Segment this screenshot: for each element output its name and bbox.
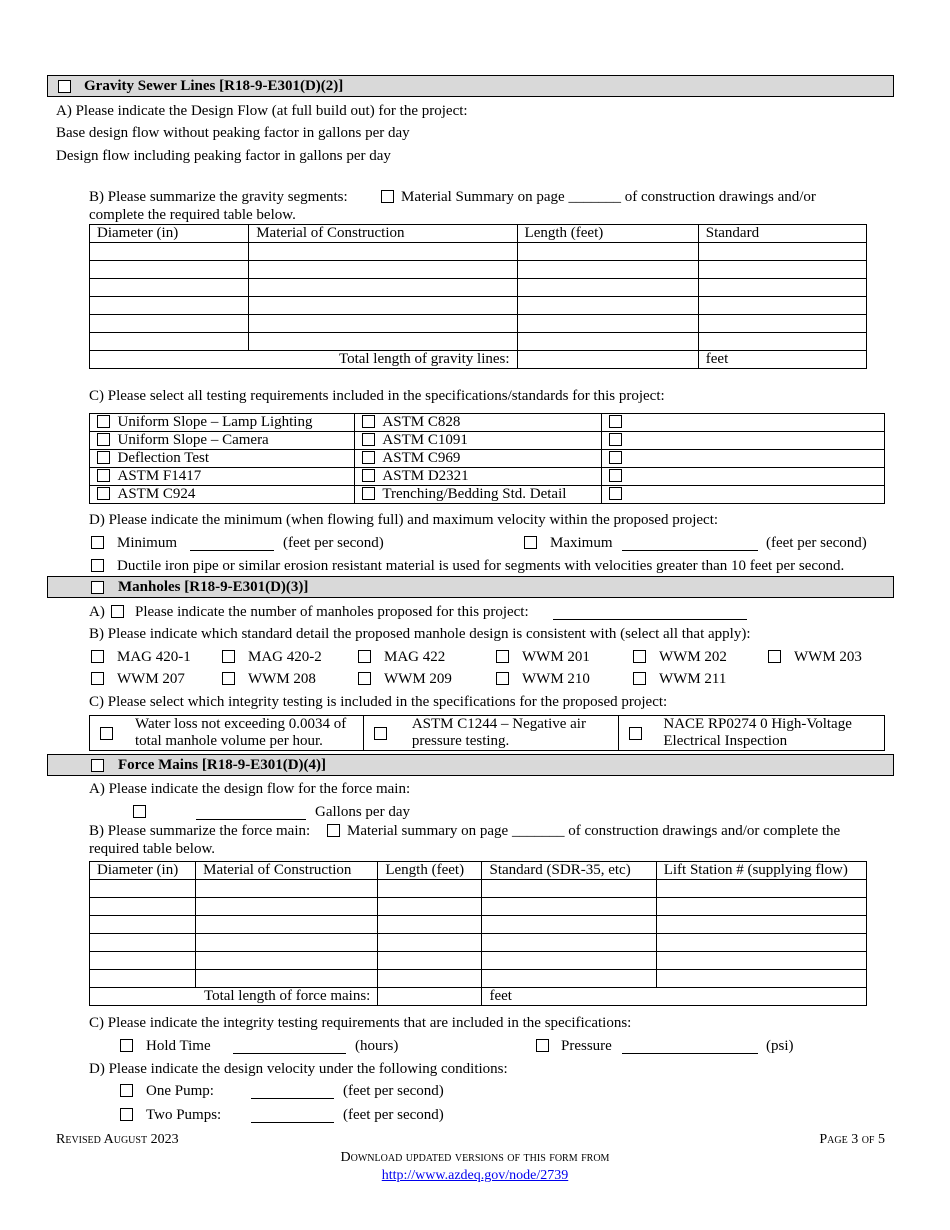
table-row (90, 279, 867, 297)
test-checkbox[interactable] (100, 727, 113, 740)
hold-time-unit: (hours) (355, 1038, 399, 1054)
cell-input[interactable] (196, 880, 378, 898)
force-material-summary-label: Material summary on page _______ of construction drawings and/or complete the (347, 823, 841, 839)
test-label-line2: pressure testing. (411, 733, 510, 749)
header-material: Material of Construction (249, 225, 517, 243)
manholes-testing-table (89, 715, 885, 751)
force-mains-table (89, 861, 867, 1006)
footer-download-link[interactable]: http://www.azdeq.gov/node/2739 (381, 1168, 569, 1183)
cell-input[interactable] (196, 916, 378, 934)
cell-input[interactable] (656, 970, 866, 988)
cell-input[interactable] (90, 934, 196, 952)
one-pump-label: One Pump: (146, 1083, 214, 1099)
table-row (90, 468, 885, 486)
gravity-segments-table (89, 224, 867, 369)
total-length-label: Total length of force mains: (90, 988, 378, 1006)
force-c-question: C) Please indicate the integrity testing requirements that are included in the specifications: (89, 1015, 632, 1031)
test-checkbox[interactable] (362, 469, 375, 482)
header-standard: Standard (SDR-35, etc) (482, 862, 656, 880)
test-label: Deflection Test (117, 450, 210, 466)
total-length-input[interactable] (378, 988, 482, 1006)
one-pump-input[interactable] (251, 1084, 334, 1099)
table-total-row (90, 351, 867, 369)
cell-input[interactable] (90, 315, 249, 333)
test-cell (601, 486, 884, 504)
one-pump-checkbox[interactable] (120, 1084, 133, 1097)
test-label: ASTM D2321 (382, 468, 469, 484)
detail-checkbox[interactable] (91, 672, 104, 685)
cell-input[interactable] (249, 297, 517, 315)
detail-label: WWM 211 (659, 671, 727, 687)
footer-revised: Revised August 2023 (56, 1132, 179, 1147)
test-label: Uniform Slope – Camera (117, 432, 269, 448)
test-label-line2: Electrical Inspection (663, 733, 788, 749)
table-row (90, 952, 867, 970)
force-section-checkbox[interactable] (91, 759, 104, 772)
table-row (90, 297, 867, 315)
gravity-material-summary-checkbox[interactable] (381, 190, 394, 203)
header-lift-station: Lift Station # (supplying flow) (656, 862, 866, 880)
footer-link-wrap (0, 1168, 950, 1184)
detail-checkbox[interactable] (222, 672, 235, 685)
force-section-header (47, 754, 894, 776)
minimum-unit: (feet per second) (283, 535, 384, 551)
one-pump-unit: (feet per second) (343, 1083, 444, 1099)
hold-time-input[interactable] (233, 1039, 346, 1054)
test-checkbox[interactable] (97, 433, 110, 446)
force-b-continued: required table below. (89, 841, 216, 857)
cell-input[interactable] (249, 279, 517, 297)
cell-input[interactable] (249, 243, 517, 261)
cell-input[interactable] (698, 261, 866, 279)
force-section-title: Force Mains [R18-9-E301(D)(4)] (118, 757, 327, 773)
test-checkbox[interactable] (362, 487, 375, 500)
detail-label: MAG 422 (384, 649, 446, 665)
cell-input[interactable] (517, 243, 698, 261)
total-length-label: Total length of gravity lines: (90, 351, 518, 369)
cell-input[interactable] (517, 315, 698, 333)
table-row (90, 432, 885, 450)
cell-input[interactable] (482, 934, 656, 952)
pressure-checkbox[interactable] (536, 1039, 549, 1052)
table-row (90, 934, 867, 952)
test-checkbox[interactable] (97, 415, 110, 428)
test-checkbox[interactable] (97, 487, 110, 500)
detail-checkbox[interactable] (496, 672, 509, 685)
test-cell (90, 450, 355, 468)
test-checkbox[interactable] (609, 415, 622, 428)
detail-label: MAG 420-2 (248, 649, 322, 665)
test-label-line1: Water loss not exceeding 0.0034 of (135, 716, 347, 732)
cell-input[interactable] (517, 333, 698, 351)
test-label: Trenching/Bedding Std. Detail (382, 486, 567, 502)
detail-label: WWM 209 (384, 671, 452, 687)
detail-checkbox[interactable] (358, 672, 371, 685)
gravity-b-continued: complete the required table below. (89, 207, 296, 223)
cell-input[interactable] (90, 297, 249, 315)
cell-input[interactable] (517, 297, 698, 315)
test-cell (90, 414, 355, 432)
table-row (90, 970, 867, 988)
detail-label: WWM 203 (794, 649, 862, 665)
table-header-row (90, 225, 867, 243)
test-cell (619, 716, 885, 751)
cell-input[interactable] (90, 898, 196, 916)
manholes-c-question: C) Please select which integrity testing is included in the specifications for the proposed project: (89, 694, 668, 710)
ductile-iron-label: Ductile iron pipe or similar erosion resistant material is used for segments with velocities greater than 10 feet per second. (117, 558, 845, 574)
cell-input[interactable] (656, 880, 866, 898)
manholes-section-checkbox[interactable] (91, 581, 104, 594)
pressure-input[interactable] (622, 1039, 758, 1054)
gravity-d-question: D) Please indicate the minimum (when flowing full) and maximum velocity within the proposed project: (89, 512, 719, 528)
table-row (90, 916, 867, 934)
test-checkbox[interactable] (97, 451, 110, 464)
header-diameter: Diameter (in) (90, 225, 249, 243)
cell-input[interactable] (517, 279, 698, 297)
total-length-blank (656, 988, 866, 1006)
total-length-input[interactable] (517, 351, 698, 369)
manholes-section-title: Manholes [R18-9-E301(D)(3)] (118, 579, 309, 595)
cell-input[interactable] (378, 898, 482, 916)
hold-time-checkbox[interactable] (120, 1039, 133, 1052)
detail-checkbox[interactable] (91, 650, 104, 663)
test-cell (354, 414, 601, 432)
cell-input[interactable] (378, 952, 482, 970)
manholes-count-checkbox[interactable] (111, 605, 124, 618)
cell-input[interactable] (698, 243, 866, 261)
force-d-question: D) Please indicate the design velocity under the following conditions: (89, 1061, 508, 1077)
test-checkbox[interactable] (609, 469, 622, 482)
table-row (90, 716, 885, 751)
maximum-velocity-input[interactable] (622, 536, 758, 551)
manholes-a-prefix: A) (89, 604, 105, 620)
two-pumps-checkbox[interactable] (120, 1108, 133, 1121)
cell-input[interactable] (90, 243, 249, 261)
header-length: Length (feet) (517, 225, 698, 243)
gravity-section-checkbox[interactable] (58, 80, 71, 93)
two-pumps-input[interactable] (251, 1108, 334, 1123)
cell-input[interactable] (656, 934, 866, 952)
detail-label: WWM 202 (659, 649, 727, 665)
table-row (90, 414, 885, 432)
cell-input[interactable] (90, 279, 249, 297)
two-pumps-unit: (feet per second) (343, 1107, 444, 1123)
test-label-line2: total manhole volume per hour. (135, 733, 323, 749)
cell-input[interactable] (378, 880, 482, 898)
test-checkbox[interactable] (609, 433, 622, 446)
test-cell (601, 450, 884, 468)
cell-input[interactable] (249, 333, 517, 351)
cell-input[interactable] (517, 261, 698, 279)
gravity-a-question: A) Please indicate the Design Flow (at full build out) for the project: (56, 103, 468, 119)
gravity-testing-table (89, 413, 885, 504)
header-diameter: Diameter (in) (90, 862, 196, 880)
cell-input[interactable] (698, 279, 866, 297)
header-standard: Standard (698, 225, 866, 243)
test-cell (90, 486, 355, 504)
cell-input[interactable] (656, 898, 866, 916)
manholes-count-input[interactable] (553, 605, 747, 620)
two-pumps-label: Two Pumps: (146, 1107, 222, 1123)
pressure-label: Pressure (561, 1038, 612, 1054)
table-header-row (90, 862, 867, 880)
detail-label: WWM 210 (522, 671, 590, 687)
detail-checkbox[interactable] (768, 650, 781, 663)
cell-input[interactable] (90, 916, 196, 934)
footer-page-number: Page 3 of 5 (819, 1132, 885, 1147)
cell-input[interactable] (698, 315, 866, 333)
cell-input[interactable] (196, 970, 378, 988)
force-a-question: A) Please indicate the design flow for the force main: (89, 781, 411, 797)
cell-input[interactable] (698, 297, 866, 315)
test-label: ASTM C969 (382, 450, 461, 466)
gravity-b-question: B) Please summarize the gravity segments: (89, 189, 348, 205)
table-row (90, 243, 867, 261)
cell-input[interactable] (249, 315, 517, 333)
force-b-question: B) Please summarize the force main: (89, 823, 311, 839)
maximum-label: Maximum (550, 535, 613, 551)
test-cell (90, 468, 355, 486)
manholes-section-header (47, 576, 894, 598)
test-cell (354, 486, 601, 504)
test-cell (90, 716, 364, 751)
cell-input[interactable] (482, 880, 656, 898)
pressure-unit: (psi) (766, 1038, 794, 1054)
detail-checkbox[interactable] (633, 650, 646, 663)
cell-input[interactable] (90, 970, 196, 988)
cell-input[interactable] (482, 916, 656, 934)
table-row (90, 880, 867, 898)
force-gpd-label: Gallons per day (315, 804, 410, 820)
cell-input[interactable] (656, 916, 866, 934)
test-cell (90, 432, 355, 450)
test-checkbox[interactable] (374, 727, 387, 740)
cell-input[interactable] (196, 898, 378, 916)
cell-input[interactable] (196, 934, 378, 952)
total-length-unit: feet (698, 351, 866, 369)
test-cell (601, 414, 884, 432)
header-material: Material of Construction (196, 862, 378, 880)
cell-input[interactable] (90, 880, 196, 898)
ductile-iron-checkbox[interactable] (91, 559, 104, 572)
test-label: ASTM C924 (117, 486, 196, 502)
gravity-section-header (47, 75, 894, 97)
manholes-b-question: B) Please indicate which standard detail the proposed manhole design is consistent with (select all that apply): (89, 626, 751, 642)
test-checkbox[interactable] (362, 451, 375, 464)
maximum-velocity-checkbox[interactable] (524, 536, 537, 549)
cell-input[interactable] (90, 261, 249, 279)
minimum-velocity-checkbox[interactable] (91, 536, 104, 549)
table-row (90, 333, 867, 351)
detail-label: WWM 207 (117, 671, 185, 687)
detail-checkbox[interactable] (222, 650, 235, 663)
cell-input[interactable] (90, 952, 196, 970)
gravity-design-flow-label: Design flow including peaking factor in gallons per day (56, 148, 391, 164)
footer-download-text: Download updated versions of this form from (340, 1150, 610, 1165)
gravity-base-flow-label: Base design flow without peaking factor in gallons per day (56, 125, 410, 141)
detail-checkbox[interactable] (633, 672, 646, 685)
test-checkbox[interactable] (362, 415, 375, 428)
maximum-unit: (feet per second) (766, 535, 867, 551)
cell-input[interactable] (378, 934, 482, 952)
test-label-line1: NACE RP0274 0 High-Voltage (663, 716, 852, 732)
detail-label: MAG 420-1 (117, 649, 191, 665)
test-label-line1: ASTM C1244 – Negative air (411, 716, 586, 732)
test-label: ASTM C1091 (382, 432, 468, 448)
header-length: Length (feet) (378, 862, 482, 880)
table-row (90, 261, 867, 279)
test-checkbox[interactable] (97, 469, 110, 482)
gravity-section-title: Gravity Sewer Lines [R18-9-E301(D)(2)] (84, 78, 344, 94)
detail-label: WWM 208 (248, 671, 316, 687)
minimum-velocity-input[interactable] (190, 536, 274, 551)
test-cell (601, 468, 884, 486)
cell-input[interactable] (482, 970, 656, 988)
test-label: ASTM F1417 (117, 468, 202, 484)
detail-checkbox[interactable] (496, 650, 509, 663)
test-checkbox[interactable] (609, 487, 622, 500)
test-cell (354, 432, 601, 450)
cell-input[interactable] (482, 898, 656, 916)
force-flow-checkbox[interactable] (133, 805, 146, 818)
table-total-row (90, 988, 867, 1006)
total-length-unit: feet (482, 988, 656, 1006)
test-cell (601, 432, 884, 450)
table-row (90, 315, 867, 333)
cell-input[interactable] (249, 261, 517, 279)
detail-label: WWM 201 (522, 649, 590, 665)
gravity-c-question: C) Please select all testing requirements included in the specifications/standards for this project: (89, 388, 665, 404)
table-row (90, 898, 867, 916)
test-cell (354, 450, 601, 468)
test-checkbox[interactable] (362, 433, 375, 446)
cell-input[interactable] (90, 333, 249, 351)
detail-checkbox[interactable] (358, 650, 371, 663)
cell-input[interactable] (656, 952, 866, 970)
minimum-label: Minimum (117, 535, 178, 551)
cell-input[interactable] (698, 333, 866, 351)
table-row (90, 486, 885, 504)
test-label: Uniform Slope – Lamp Lighting (117, 414, 313, 430)
test-label: ASTM C828 (382, 414, 461, 430)
gravity-material-summary-label: Material Summary on page _______ of construction drawings and/or (401, 189, 816, 205)
cell-input[interactable] (378, 916, 482, 934)
manholes-a-question: Please indicate the number of manholes proposed for this project: (135, 604, 529, 620)
force-material-summary-checkbox[interactable] (327, 824, 340, 837)
force-flow-input[interactable] (196, 805, 306, 820)
test-cell (363, 716, 619, 751)
hold-time-label: Hold Time (146, 1038, 211, 1054)
test-checkbox[interactable] (609, 451, 622, 464)
cell-input[interactable] (378, 970, 482, 988)
cell-input[interactable] (196, 952, 378, 970)
test-checkbox[interactable] (629, 727, 642, 740)
test-cell (354, 468, 601, 486)
table-row (90, 450, 885, 468)
cell-input[interactable] (482, 952, 656, 970)
